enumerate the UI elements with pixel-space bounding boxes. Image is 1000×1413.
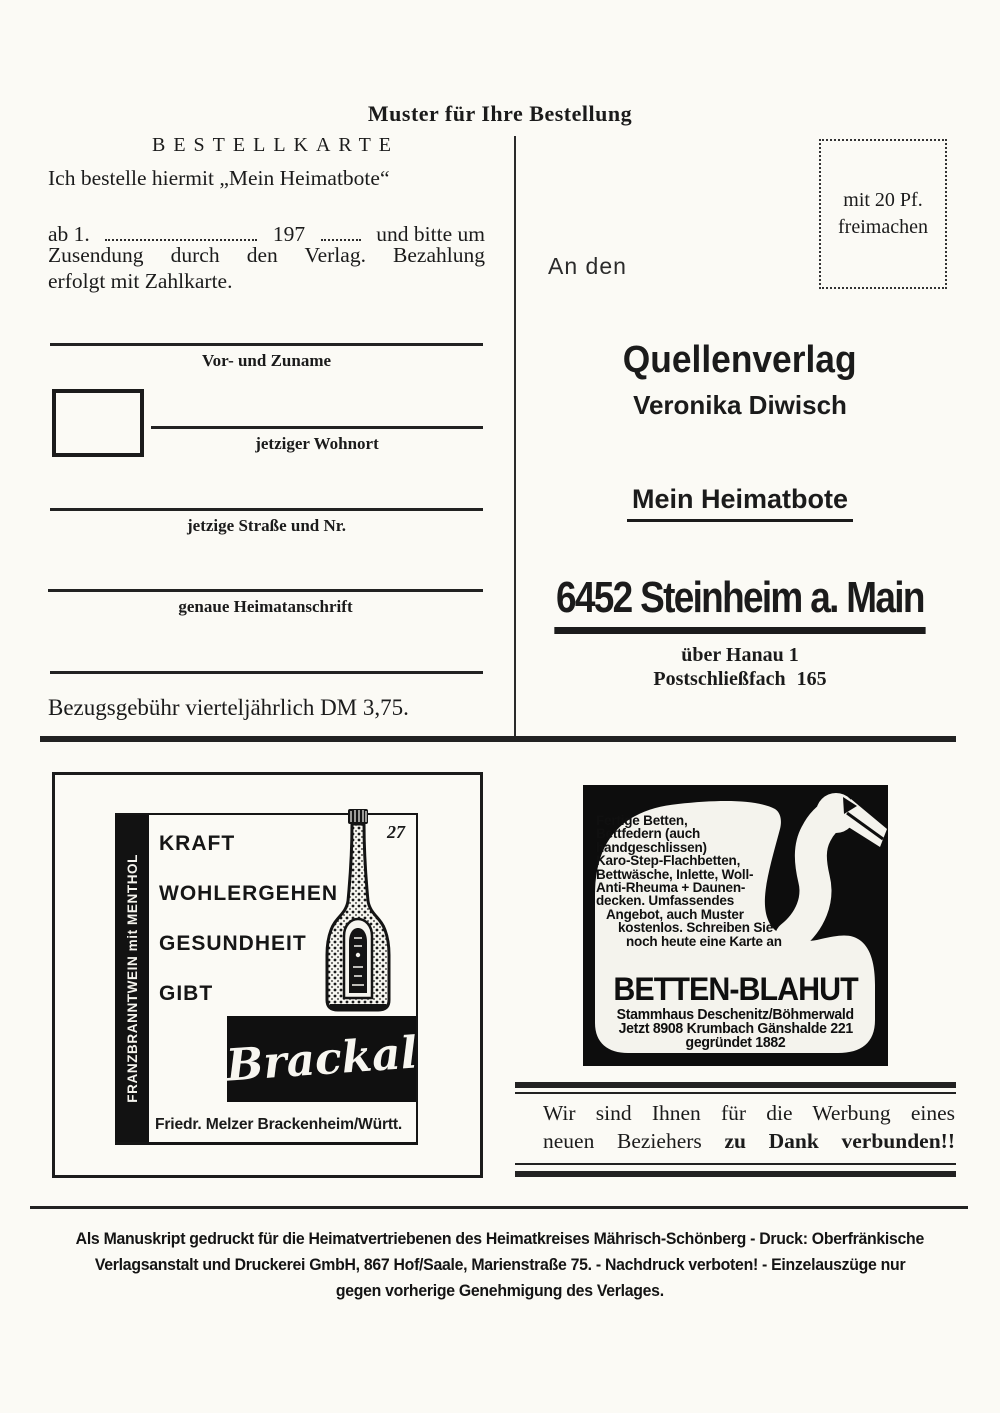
ad-blahut-line: handgeschlissen) — [596, 839, 707, 855]
ad-brackal-brand: Brackal — [224, 1026, 419, 1092]
order-card-intro: Ich bestelle hiermit „Mein Heimatbote“ — [48, 166, 390, 190]
form-line-wohnort — [151, 426, 483, 429]
imprint-line: gegen vorherige Genehmigung des Verlages. — [336, 1282, 664, 1300]
ad-blahut-line: Bettwäsche, Inlette, Woll- — [596, 866, 754, 882]
thanks-rule-top-thin — [515, 1092, 956, 1094]
dotted-fill-line — [321, 216, 361, 241]
form-line-name — [50, 343, 483, 346]
imprint-line: Verlagsanstalt und Druckerei GmbH, 867 Hof/Saale, Marienstraße 75. - Nachdruck verboten! - Einzelauszüge nur — [94, 1256, 906, 1274]
stamp-note-line: mit 20 Pf. — [843, 189, 923, 211]
ad-blahut-line: Karo-Step-Flachbetten, — [596, 853, 741, 869]
page-title: Muster für Ihre Bestellung — [367, 101, 633, 126]
thanks-rule-top-thick — [515, 1082, 956, 1088]
date-line-suffix: und bitte um — [376, 221, 485, 246]
blank-checkbox — [52, 389, 144, 457]
thanks-line: neuen Beziehers zu Dank verbunden!! — [543, 1129, 955, 1153]
form-label-strasse: jetzige Straße und Nr. — [187, 516, 346, 535]
order-card-body-line: erfolgt mit Zahlkarte. — [48, 269, 233, 293]
thanks-rule-bottom-thick — [515, 1171, 956, 1177]
order-card-date-line — [48, 216, 485, 247]
postage-stamp-box — [819, 139, 947, 289]
dotted-fill-line — [105, 216, 257, 241]
ad-brackal-side-bar — [115, 815, 149, 1142]
order-card-body-line: Zusendung durch den Verlag. Bezahlung — [48, 243, 485, 267]
ad-brackal-number: 27 — [387, 822, 405, 842]
footer-rule — [30, 1206, 968, 1209]
salutation: An den — [548, 253, 627, 279]
form-label-wohnort: jetziger Wohnort — [255, 434, 379, 453]
ad-brackal — [115, 813, 418, 1145]
imprint-line: Als Manuskript gedruckt für die Heimatvertriebenen des Heimatkreises Mährisch-Schönberg - Druck: Oberfränkische — [75, 1230, 925, 1248]
ad-blahut-address: Stammhaus Deschenitz/Böhmerwald — [616, 1007, 855, 1023]
form-label-heimatanschrift: genaue Heimatanschrift — [178, 597, 353, 616]
form-line-strasse — [50, 508, 483, 511]
publisher-person: Veronika Diwisch — [633, 390, 847, 420]
order-card-heading: BESTELLKARTE — [152, 134, 400, 156]
ad-brackal-word: KRAFT — [159, 832, 236, 855]
ad-brackal-footer: Friedr. Melzer Brackenheim/Württ. — [155, 1116, 403, 1133]
address-city-line: 6452 Steinheim a. Main — [500, 573, 980, 634]
ad-brackal-word: GIBT — [159, 982, 214, 1005]
thanks-rule-bottom-thin — [515, 1163, 956, 1165]
ad-blahut-copy — [596, 814, 824, 948]
ad-brackal-logo-box — [224, 1016, 419, 1102]
stamp-note-line: freimachen — [838, 216, 928, 238]
bottle-illustration — [321, 808, 395, 1016]
ad-blahut-line: Anti-Rheuma + Daunen- — [596, 880, 746, 896]
section-divider-rule — [40, 736, 956, 742]
ad-blahut-line: decken. Umfassendes — [596, 893, 735, 909]
form-line-heimatanschrift — [48, 589, 483, 592]
form-label-name: Vor- und Zuname — [201, 351, 332, 370]
form-line-extra — [50, 671, 483, 674]
paper-name: Mein Heimatbote — [515, 484, 965, 522]
ad-blahut-line: Bettfedern (auch — [596, 826, 701, 842]
address-via-line: über Hanau 1 — [681, 644, 799, 666]
ad-brackal-side-text: FRANZBRANNTWEIN mit MENTHOL — [124, 854, 140, 1103]
date-line-year: 197 — [272, 221, 306, 246]
ad-blahut — [583, 785, 888, 1066]
ad-blahut-line: kostenlos. Schreiben Sie — [618, 920, 774, 936]
publisher-name: Quellenverlag — [623, 339, 857, 381]
ad-blahut-line: Fertige Betten, — [596, 813, 688, 828]
ad-blahut-address: Jetzt 8908 Krumbach Gänshalde 221 — [618, 1021, 853, 1037]
date-line-prefix: ab 1. — [48, 221, 90, 246]
ad-blahut-brand: BETTEN-BLAHUT — [613, 971, 858, 1007]
thanks-line: Wir sind Ihnen für die Werbung eines — [543, 1101, 955, 1125]
ad-brackal-word: WOHLERGEHEN — [159, 882, 338, 905]
ad-blahut-line: noch heute eine Karte an — [626, 933, 782, 949]
address-po-box: Postschließfach 165 — [653, 668, 827, 690]
fee-note: Bezugsgebühr vierteljährlich DM 3,75. — [48, 695, 409, 720]
ad-brackal-word: GESUNDHEIT — [159, 932, 307, 955]
ad-blahut-line: Angebot, auch Muster — [606, 906, 744, 922]
ad-blahut-address: gegründet 1882 — [685, 1035, 786, 1051]
